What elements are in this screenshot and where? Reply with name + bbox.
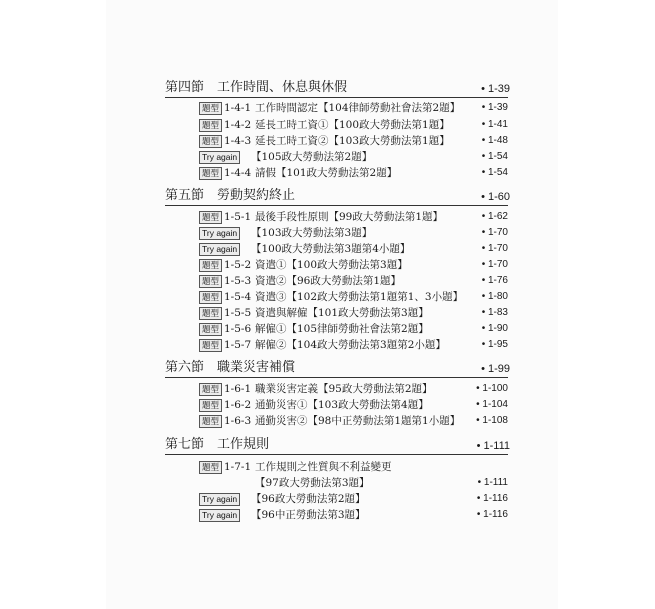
section-page: • 1-99 [481,363,510,375]
question-type-badge: 題型 [199,399,222,412]
entry-number: 1-6-2 [224,399,252,411]
question-type-badge: 題型 [199,167,222,180]
entry-number: 1-4-3 [224,135,252,147]
toc-entry[interactable] [199,397,508,413]
entry-title: 資遣與解僱【101政大勞動法第3題】 [255,307,429,319]
question-type-badge: 題型 [199,383,222,396]
try-again-badge: Try again [199,243,240,256]
question-type-badge: 題型 [199,339,222,352]
entry-title: 通勤災害①【103政大勞動法第4題】 [255,399,429,411]
entry-page: • 1-54 [481,167,508,178]
question-type-badge: 題型 [199,307,222,320]
entry-title: 工作時間認定【104律師勞動社會法第2題】 [255,102,461,114]
question-type-badge: 題型 [199,102,222,115]
question-type-badge: 題型 [199,415,222,428]
entry-page: • 1-116 [476,493,508,504]
toc-entry[interactable] [199,475,508,491]
entry-page: • 1-100 [476,383,508,394]
toc-entry[interactable] [199,321,508,337]
entry-title: 請假【101政大勞動法第2題】 [255,167,398,179]
entry-title: 最後手段性原則【99政大勞動法第1題】 [255,211,444,223]
toc-entry[interactable] [199,257,508,273]
entry-title: 延長工時工資②【103政大勞動法第1題】 [255,135,450,147]
entry-title: 工作規則之性質與不利益變更 [255,461,392,473]
entry-page: • 1-76 [481,275,508,286]
entry-page: • 1-90 [481,323,508,334]
toc-entry[interactable] [199,209,508,225]
entry-number: 1-5-4 [224,291,252,303]
entry-title: 延長工時工資①【100政大勞動法第1題】 [255,119,450,131]
toc-entry[interactable] [199,241,508,257]
entry-number: 1-5-1 [224,211,252,223]
entry-page: • 1-95 [481,339,508,350]
entry-number: 1-5-7 [224,339,252,351]
toc-entry[interactable] [199,507,508,523]
section-page: • 1-111 [476,440,510,452]
entry-page: • 1-111 [477,477,508,488]
question-type-badge: 題型 [199,119,222,132]
section-title: 第五節 勞動契約終止 [165,188,296,203]
entry-page: • 1-62 [481,211,508,222]
entry-page: • 1-80 [481,291,508,302]
section-title: 第四節 工作時間、休息與休假 [165,80,348,95]
question-type-badge: 題型 [199,291,222,304]
section-heading [165,187,508,204]
entry-page: • 1-70 [481,227,508,238]
section-page: • 1-39 [481,83,510,95]
entry-number: 1-4-1 [224,102,252,114]
entry-title: 【100政大勞動法第3題第4小題】 [251,243,411,255]
entry-page: • 1-70 [481,259,508,270]
entry-page: • 1-54 [481,151,508,162]
section-heading [165,436,508,453]
entry-page: • 1-104 [476,399,508,410]
entry-number: 1-6-1 [224,383,252,395]
section-rule [165,454,508,455]
entry-title: 【96政大勞動法第2題】 [251,493,366,505]
entry-title: 【103政大勞動法第3題】 [251,227,373,239]
entry-title: 資遣②【96政大勞動法第1題】 [255,275,402,287]
section-rule [165,377,508,378]
toc-entry[interactable] [199,225,508,241]
try-again-badge: Try again [199,227,240,240]
entry-number: 1-4-2 [224,119,252,131]
section-heading [165,359,508,376]
toc-entry[interactable] [199,133,508,149]
entry-title: 解僱②【104政大勞動法第3題第2小題】 [255,339,446,351]
entry-page: • 1-70 [481,243,508,254]
entry-title: 資遣①【100政大勞動法第3題】 [255,259,408,271]
question-type-badge: 題型 [199,275,222,288]
toc-entry[interactable] [199,337,508,353]
entry-title: 通勤災害②【98中正勞動法第1題第1小題】 [255,415,461,427]
entry-number: 1-5-6 [224,323,252,335]
entry-number: 1-6-3 [224,415,252,427]
entry-title-continued: 【97政大勞動法第3題】 [255,477,370,489]
try-again-badge: Try again [199,151,240,164]
question-type-badge: 題型 [199,135,222,148]
toc-entry[interactable] [199,273,508,289]
entry-page: • 1-83 [481,307,508,318]
entry-number: 1-7-1 [224,461,252,473]
entry-page: • 1-48 [481,135,508,146]
section-title: 第七節 工作規則 [165,437,270,452]
entry-number: 1-5-3 [224,275,252,287]
toc-entry[interactable] [199,459,508,475]
toc-entry[interactable] [199,117,508,133]
toc-entry[interactable] [199,305,508,321]
entry-page: • 1-108 [476,415,508,426]
toc-entry[interactable] [199,289,508,305]
section-title: 第六節 職業災害補償 [165,360,296,375]
entry-title: 資遣③【102政大勞動法第1題第1、3小題】 [255,291,464,303]
section-rule [165,97,508,98]
entry-title: 解僱①【105律師勞動社會法第2題】 [255,323,429,335]
section-rule [165,205,508,206]
question-type-badge: 題型 [199,259,222,272]
question-type-badge: 題型 [199,461,222,474]
question-type-badge: 題型 [199,211,222,224]
try-again-badge: Try again [199,509,240,522]
toc-entry[interactable] [199,165,508,181]
entry-title: 【105政大勞動法第2題】 [251,151,373,163]
entry-page: • 1-39 [481,102,508,113]
toc-entry[interactable] [199,149,508,165]
entry-title: 【96中正勞動法第3題】 [251,509,366,521]
entry-page: • 1-41 [481,119,508,130]
entry-page: • 1-116 [476,509,508,520]
question-type-badge: 題型 [199,323,222,336]
entry-number: 1-5-2 [224,259,252,271]
toc-entry[interactable] [199,491,508,507]
toc-entry[interactable] [199,381,508,397]
entry-number: 1-5-5 [224,307,252,319]
section-page: • 1-60 [481,191,510,203]
section-heading [165,79,508,96]
entry-number: 1-4-4 [224,167,252,179]
entry-title: 職業災害定義【95政大勞動法第2題】 [255,383,433,395]
try-again-badge: Try again [199,493,240,506]
toc-entry[interactable] [199,413,508,429]
toc-entry[interactable] [199,100,508,116]
